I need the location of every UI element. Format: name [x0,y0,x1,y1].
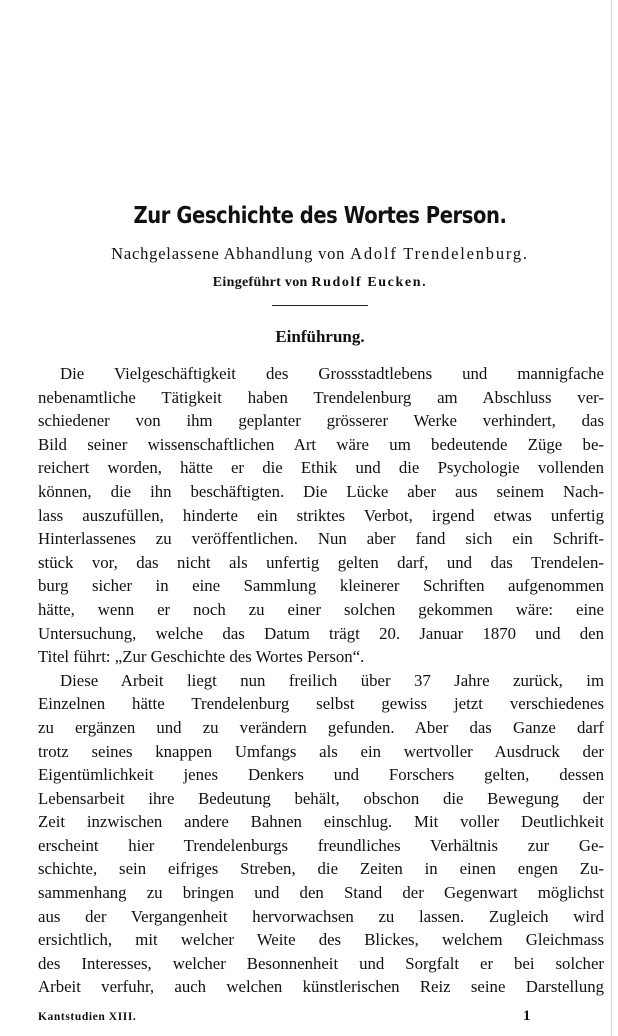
text-line: stück vor, das nicht als unfertig gelten darf, und das Trendelen- [38,552,604,572]
text-line: nebenamtliche Tätigkeit haben Trendelenburg am Abschluss ver- [38,387,604,407]
text-line: Diese Arbeit liegt nun freilich über 37 Jahre zurück, im [60,670,604,690]
article-title: Zur Geschichte des Wortes Person. [133,203,507,229]
text-line: burg sicher in eine Sammlung kleinerer Schriften aufgenommen [38,576,604,596]
text-line: zu ergänzen und zu verändern gefunden. Aber das Ganze darf [38,717,604,737]
introduced-by-prefix: Eingeführt von [212,275,312,290]
text-line: schiedener von ihm geplanter grösserer Werke verhindert, das [38,411,604,431]
body-text [38,362,604,999]
introduced-by [0,275,618,291]
text-line: reichert worden, hätte er die Ethik und die Psychologie vollenden [38,458,604,478]
journal-signature: Kantstudien XIII. [38,1011,137,1023]
text-line: aus der Vergangenheit hervorwachsen zu lassen. Zugleich wird [38,906,604,926]
page-footer [38,1008,604,1028]
text-line: schichte, sein eifriges Streben, die Zeiten in einen engen Zu- [38,859,604,879]
divider-rule [272,305,368,306]
text-line: sammenhang zu bringen und den Stand der Gegenwart möglichst [38,883,604,903]
text-line: können, die ihn beschäftigten. Die Lücke aber aus seinem Nach- [38,481,604,501]
text-line: trotz seines knappen Umfangs als ein wertvoller Ausdruck der [38,741,604,761]
text-line: des Interesses, welcher Besonnenheit und Sorgfalt er bei solcher [38,953,604,973]
text-line: Arbeit verfuhr, auch welchen künstlerischen Reiz seine Darstellung [38,977,604,997]
text-line: ersichtlich, mit welcher Weite des Blickes, welchem Gleichmass [38,930,604,950]
text-line: lass auszufüllen, hinderte ein striktes Verbot, irgend etwas unfertig [38,505,604,525]
text-line: Lebensarbeit ihre Bedeutung behält, obschon die Bewegung der [38,788,604,808]
article-subtitle [0,244,618,264]
paragraph [38,362,604,669]
text-line: Zeit inzwischen andere Bahnen einschlug. Mit voller Deutlichkeit [38,812,604,832]
page-number: 1 [523,1008,531,1024]
introduced-by-author: Rudolf Eucken. [311,275,428,290]
text-line: erscheint hier Trendelenburgs freundliches Verhältnis zur Ge- [38,835,604,855]
text-line: Untersuchung, welche das Datum trägt 20. Januar 1870 und den [38,623,604,643]
page-edge [611,0,612,1036]
section-heading: Einführung. [275,327,365,346]
text-line: hätte, wenn er noch zu einer solchen gekommen wäre: eine [38,599,604,619]
subtitle-prefix: Nachgelassene Abhandlung von [111,244,351,263]
paragraph [38,669,604,999]
text-line: Eigentümlichkeit jenes Denkers und Forschers gelten, dessen [38,765,604,785]
text-line: Titel führt: „Zur Geschichte des Wortes Person“. [38,647,365,667]
subtitle-author: Adolf Trendelenburg. [350,244,529,263]
text-line: Bild seiner wissenschaftlichen Art wäre um bedeutende Züge be- [38,434,604,454]
text-line: Hinterlassenes zu veröffentlichen. Nun aber fand sich ein Schrift- [38,529,604,549]
text-line: Einzelnen hätte Trendelenburg selbst gewiss jetzt verschiedenes [38,694,604,714]
text-line: Die Vielgeschäftigkeit des Grossstadtlebens und mannigfache [60,364,604,383]
